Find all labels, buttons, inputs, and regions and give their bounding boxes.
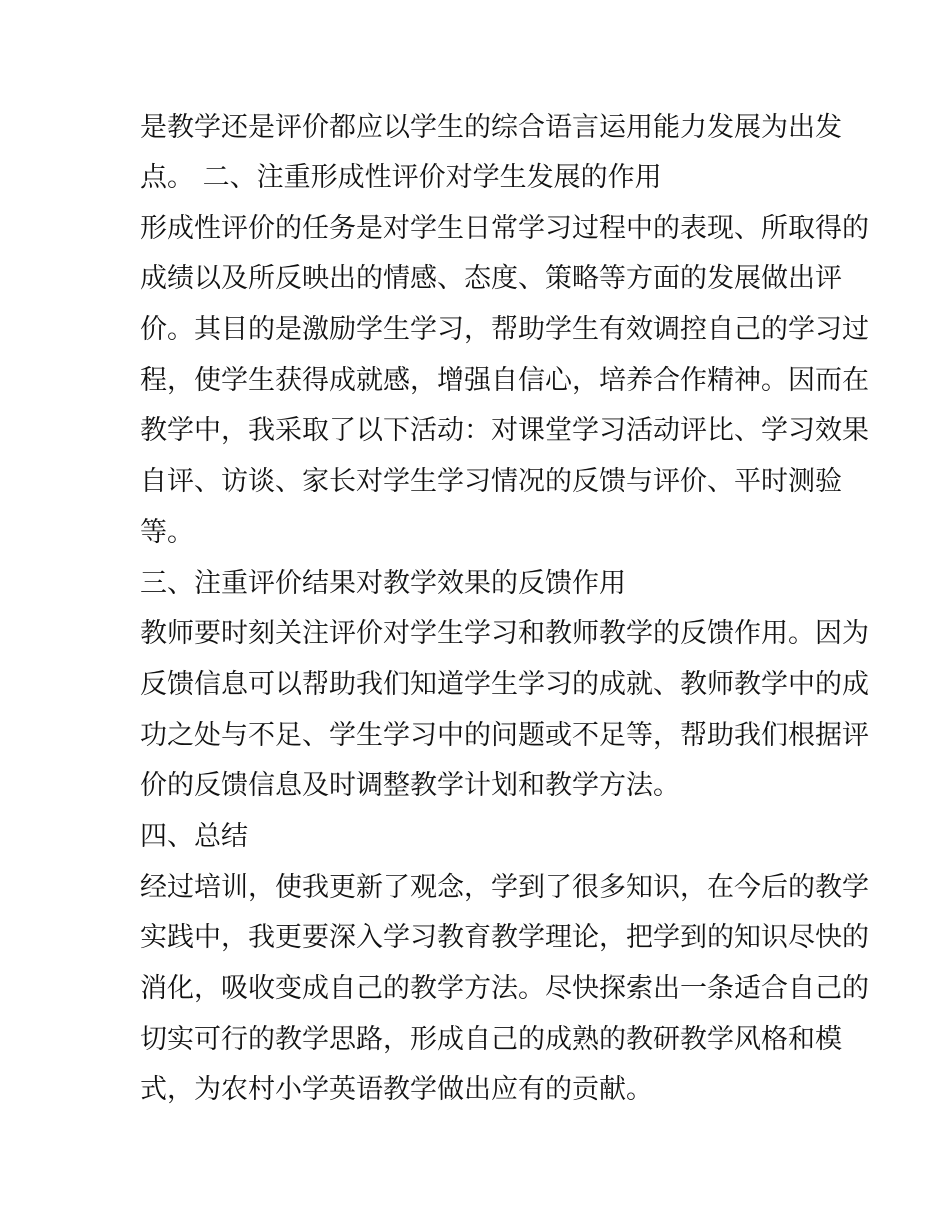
text-line: 成绩以及所反映出的情感、态度、策略等方面的发展做出评 xyxy=(140,263,842,294)
section-heading-line: 点。 二、注重形成性评价对学生发展的作用 xyxy=(140,162,662,193)
text-line: 程，使学生获得成就感，增强自信心，培养合作精神。因而在 xyxy=(140,365,869,396)
text-line: 式，为农村小学英语教学做出应有的贡献。 xyxy=(140,1074,653,1105)
text-line: 切实可行的教学思路，形成自己的成熟的教研教学风格和模 xyxy=(140,1024,842,1055)
text-line: 实践中，我更要深入学习教育教学理论，把学到的知识尽快的 xyxy=(140,922,869,953)
text-line: 教师要时刻关注评价对学生学习和教师教学的反馈作用。因为 xyxy=(140,618,869,649)
text-line: 自评、访谈、家长对学生学习情况的反馈与评价、平时测验 xyxy=(140,466,842,497)
text-line: 价的反馈信息及时调整教学计划和教学方法。 xyxy=(140,770,680,801)
text-line: 价。其目的是激励学生学习，帮助学生有效调控自己的学习过 xyxy=(140,314,869,345)
text-line: 教学中，我采取了以下活动：对课堂学习活动评比、学习效果 xyxy=(140,415,869,446)
text-line: 反馈信息可以帮助我们知道学生学习的成就、教师教学中的成 xyxy=(140,669,869,700)
text-line: 等。 xyxy=(140,517,194,548)
text-line: 经过培训，使我更新了观念，学到了很多知识，在今后的教学 xyxy=(140,872,869,903)
text-line: 是教学还是评价都应以学生的综合语言运用能力发展为出发 xyxy=(140,112,842,143)
section-heading: 四、总结 xyxy=(140,821,248,852)
text-line: 功之处与不足、学生学习中的问题或不足等，帮助我们根据评 xyxy=(140,720,869,751)
section-heading: 三、注重评价结果对教学效果的反馈作用 xyxy=(140,568,626,599)
text-line: 形成性评价的任务是对学生日常学习过程中的表现、所取得的 xyxy=(140,213,869,244)
text-line: 消化，吸收变成自己的教学方法。尽快探索出一条适合自己的 xyxy=(140,973,869,1004)
